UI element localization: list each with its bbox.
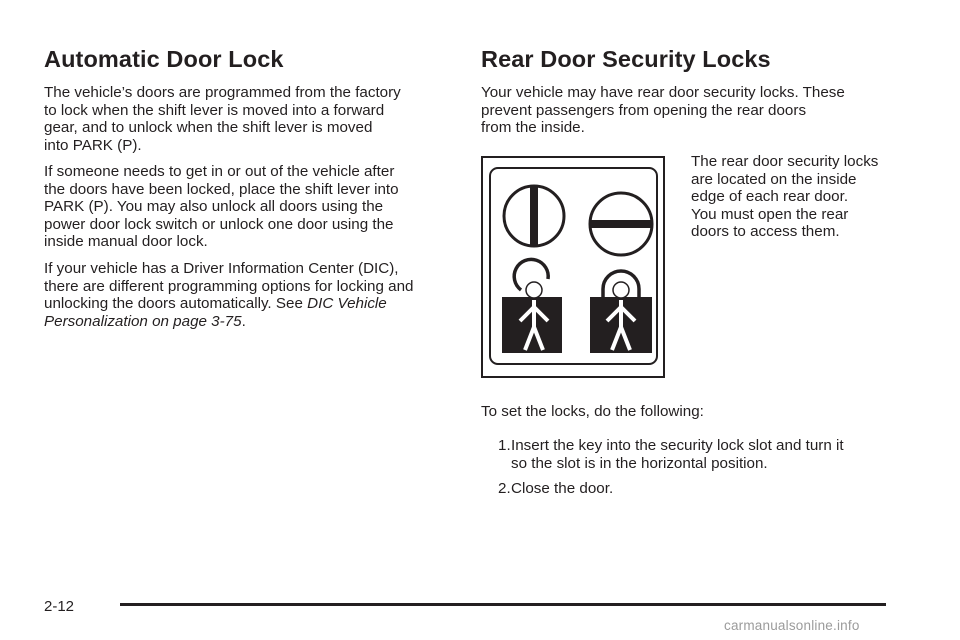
text-line: The vehicle’s doors are programmed from the factory bbox=[44, 84, 401, 101]
watermark: carmanualsonline.info bbox=[724, 618, 860, 633]
footer-divider bbox=[120, 603, 886, 606]
text-run: . bbox=[241, 312, 246, 330]
text-run: unlocking the doors automatically. See bbox=[44, 295, 308, 313]
text-line: there are different programming options for locking and bbox=[44, 277, 414, 295]
child-lock-unlocked-icon bbox=[502, 259, 562, 353]
step-number: 2. bbox=[498, 480, 511, 497]
paragraph-dic-programming bbox=[44, 260, 414, 330]
step-number: 1. bbox=[498, 437, 511, 454]
cross-reference-link[interactable]: DIC Vehicle bbox=[307, 295, 387, 313]
child-lock-locked-icon bbox=[590, 271, 652, 353]
paragraph-factory-programming bbox=[44, 84, 401, 154]
page-number: 2-12 bbox=[44, 598, 75, 615]
figure-caption bbox=[691, 153, 878, 241]
text-line: are located on the inside bbox=[691, 170, 857, 188]
illustration-frame bbox=[489, 167, 658, 365]
step-text-line: so the slot is in the horizontal position. bbox=[511, 455, 768, 472]
text-line: doors to access them. bbox=[691, 223, 840, 241]
text-line: inside manual door lock. bbox=[44, 233, 208, 251]
text-line: PARK (P). You may also unlock all doors using the bbox=[44, 198, 384, 216]
security-lock-illustration bbox=[481, 156, 665, 378]
text-line: Your vehicle may have rear door security locks. These bbox=[481, 84, 845, 101]
step-text-line: Insert the key into the security lock slot and turn it bbox=[511, 437, 844, 454]
vertical-slot-lock-icon bbox=[504, 185, 564, 247]
text-line bbox=[44, 313, 414, 331]
text-line: You must open the rear bbox=[691, 205, 849, 223]
horizontal-slot-lock-icon bbox=[590, 193, 652, 255]
text-line: The rear door security locks bbox=[691, 153, 879, 170]
cross-reference-link-continued[interactable]: Personalization on page 3-75 bbox=[44, 312, 242, 330]
text-line: To set the locks, do the following: bbox=[481, 403, 704, 420]
text-line: power door lock switch or unlock one door using the bbox=[44, 215, 394, 233]
step-1 bbox=[481, 437, 901, 473]
paragraph-rear-locks-intro bbox=[481, 84, 845, 137]
steps-intro bbox=[481, 403, 704, 421]
step-2 bbox=[481, 480, 901, 498]
lock-diagram bbox=[491, 169, 656, 363]
text-line: gear, and to unlock when the shift lever is moved bbox=[44, 119, 373, 137]
text-line: the doors have been locked, place the shift lever into bbox=[44, 180, 399, 198]
paragraph-unlock-instructions bbox=[44, 163, 399, 251]
text-line: into PARK (P). bbox=[44, 136, 142, 154]
section-title-automatic-door-lock: Automatic Door Lock bbox=[44, 46, 284, 72]
text-line: prevent passengers from opening the rear doors bbox=[481, 101, 807, 119]
text-line: to lock when the shift lever is moved into a forward bbox=[44, 101, 385, 119]
step-text-line: Close the door. bbox=[511, 480, 614, 497]
section-title-rear-door-security-locks: Rear Door Security Locks bbox=[481, 46, 771, 72]
text-line bbox=[44, 295, 414, 313]
text-line: If your vehicle has a Driver Information Center (DIC), bbox=[44, 260, 399, 277]
text-line: If someone needs to get in or out of the vehicle after bbox=[44, 163, 395, 180]
text-line: edge of each rear door. bbox=[691, 188, 849, 206]
text-line: from the inside. bbox=[481, 119, 585, 137]
